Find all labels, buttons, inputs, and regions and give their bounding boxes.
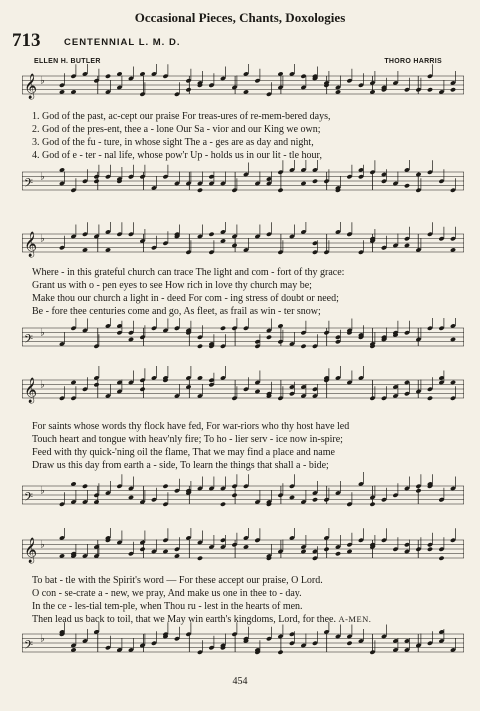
note-head bbox=[415, 488, 421, 493]
note-head bbox=[220, 326, 226, 331]
lyric-line: 2. God of the pres-ent, thee a - lone Our Sa - vior and our King we own; bbox=[32, 124, 321, 135]
note-head bbox=[139, 387, 145, 392]
lyric-line: O con - se-crate a - new, we pray, And make us one in thee to - day. bbox=[32, 588, 302, 599]
flat-sign-icon: ♭ bbox=[40, 539, 45, 551]
note-head bbox=[208, 232, 214, 237]
lyric-line: Touch heart and tongue with heav'nly fire; To ho - lier serv - ice now in-spire; bbox=[32, 434, 343, 445]
note-head bbox=[105, 74, 111, 79]
note-head bbox=[323, 547, 329, 552]
flat-sign-icon: ♭ bbox=[40, 327, 45, 339]
note-head bbox=[266, 335, 272, 340]
lyric-line: 1. God of the past, ac-cept our praise For treas-ures of re-mem-bered days, bbox=[32, 111, 331, 122]
lyric-line: Where - in this grateful church can trace The light and com - fort of thy grace: bbox=[32, 267, 345, 278]
flat-sign-icon: ♭ bbox=[40, 379, 45, 391]
treble-clef-icon: 𝄞 bbox=[24, 538, 38, 563]
flat-sign-icon: ♭ bbox=[40, 171, 45, 183]
lyric-line: Be - fore thee centuries come and go, As fleet, as frail as win - ter snow; bbox=[32, 306, 321, 317]
bass-staff-4 bbox=[22, 622, 464, 672]
note-head bbox=[93, 382, 99, 387]
page-number: 454 bbox=[232, 676, 248, 687]
note-head bbox=[427, 396, 433, 401]
note-head bbox=[220, 502, 226, 507]
note-head bbox=[312, 497, 318, 502]
lyric-line: In the ce - les-tial tem-ple, when Thou ru - lest in the hearts of men. bbox=[32, 601, 303, 612]
treble-clef-icon: 𝄞 bbox=[24, 232, 38, 257]
flat-sign-icon: ♭ bbox=[40, 233, 45, 245]
note-head bbox=[162, 484, 168, 489]
treble-staff-1 bbox=[22, 64, 464, 112]
lyrics-system-2 bbox=[32, 266, 460, 318]
note-head bbox=[369, 502, 375, 507]
lyric-line: Draw us this day from earth a - side, To learn the things that shall a - bide; bbox=[32, 460, 329, 471]
note-head bbox=[438, 556, 444, 561]
bass-clef-icon: 𝄢 bbox=[24, 491, 34, 507]
lyrics-system-1 bbox=[32, 110, 460, 162]
note-head bbox=[82, 484, 88, 489]
note-head bbox=[277, 650, 283, 655]
note-head bbox=[277, 188, 283, 193]
note-head bbox=[185, 87, 191, 92]
lyric-line: Make thou our church a light in - deed For com - ing stress of doubt or need; bbox=[32, 293, 339, 304]
lyrics-system-4 bbox=[32, 574, 460, 626]
hymn-number: 713 bbox=[12, 30, 41, 51]
note-head bbox=[346, 641, 352, 646]
bass-staff-3 bbox=[22, 466, 464, 522]
note-head bbox=[197, 188, 203, 193]
flat-sign-icon: ♭ bbox=[40, 633, 45, 645]
treble-staff-2 bbox=[22, 222, 464, 270]
note-head bbox=[197, 344, 203, 349]
note-head bbox=[312, 179, 318, 184]
treble-clef-icon: 𝄞 bbox=[24, 378, 38, 403]
amen-label: A-MEN. bbox=[338, 614, 372, 624]
treble-staff-3 bbox=[22, 366, 464, 414]
note-head bbox=[450, 87, 456, 92]
composer-credit: THORO HARRIS bbox=[384, 58, 442, 65]
lyrics-system-3 bbox=[32, 420, 460, 472]
note-head bbox=[300, 344, 306, 349]
bass-clef-icon: 𝄢 bbox=[24, 177, 34, 193]
flat-sign-icon: ♭ bbox=[40, 485, 45, 497]
bass-staff-2 bbox=[22, 318, 464, 366]
bass-clef-icon: 𝄢 bbox=[24, 639, 34, 655]
note-head bbox=[231, 493, 237, 498]
lyric-line: 4. God of e - ter - nal life, whose pow'r Up - holds us in our lit - tle hour, bbox=[32, 150, 322, 161]
lyric-line: Feed with thy quick-'ning oil the flame, That we may find a place and name bbox=[32, 447, 335, 458]
lyric-line: To bat - tle with the Spirit's word — For these accept our praise, O Lord. bbox=[32, 575, 323, 586]
bass-staff-1 bbox=[22, 160, 464, 208]
hymn-title: CENTENNIAL L. M. D. bbox=[64, 37, 181, 48]
note-head bbox=[335, 551, 341, 556]
note-head bbox=[139, 547, 145, 552]
author-credit: ELLEN H. BUTLER bbox=[34, 58, 101, 65]
note-head bbox=[197, 556, 203, 561]
flat-sign-icon: ♭ bbox=[40, 75, 45, 87]
note-head bbox=[93, 179, 99, 184]
treble-clef-icon: 𝄞 bbox=[24, 74, 38, 99]
lyric-text: Then lead us back to toil, that we May win earth's kingdoms, Lord, for thee. bbox=[32, 614, 336, 625]
treble-staff-4 bbox=[22, 528, 464, 576]
lyric-line: 3. God of the fu - ture, in whose sight The a - ges are as day and night, bbox=[32, 137, 314, 148]
lyric-line: Grant us with o - pen eyes to see How rich in love thy church may be; bbox=[32, 280, 312, 291]
bass-clef-icon: 𝄢 bbox=[24, 333, 34, 349]
note-head bbox=[427, 547, 433, 552]
note-head bbox=[404, 183, 410, 188]
note-head bbox=[427, 87, 433, 92]
section-title: Occasional Pieces, Chants, Doxologies bbox=[134, 10, 346, 25]
lyric-line: For saints whose words thy flock have fed, For war-riors who thy host have led bbox=[32, 421, 350, 432]
